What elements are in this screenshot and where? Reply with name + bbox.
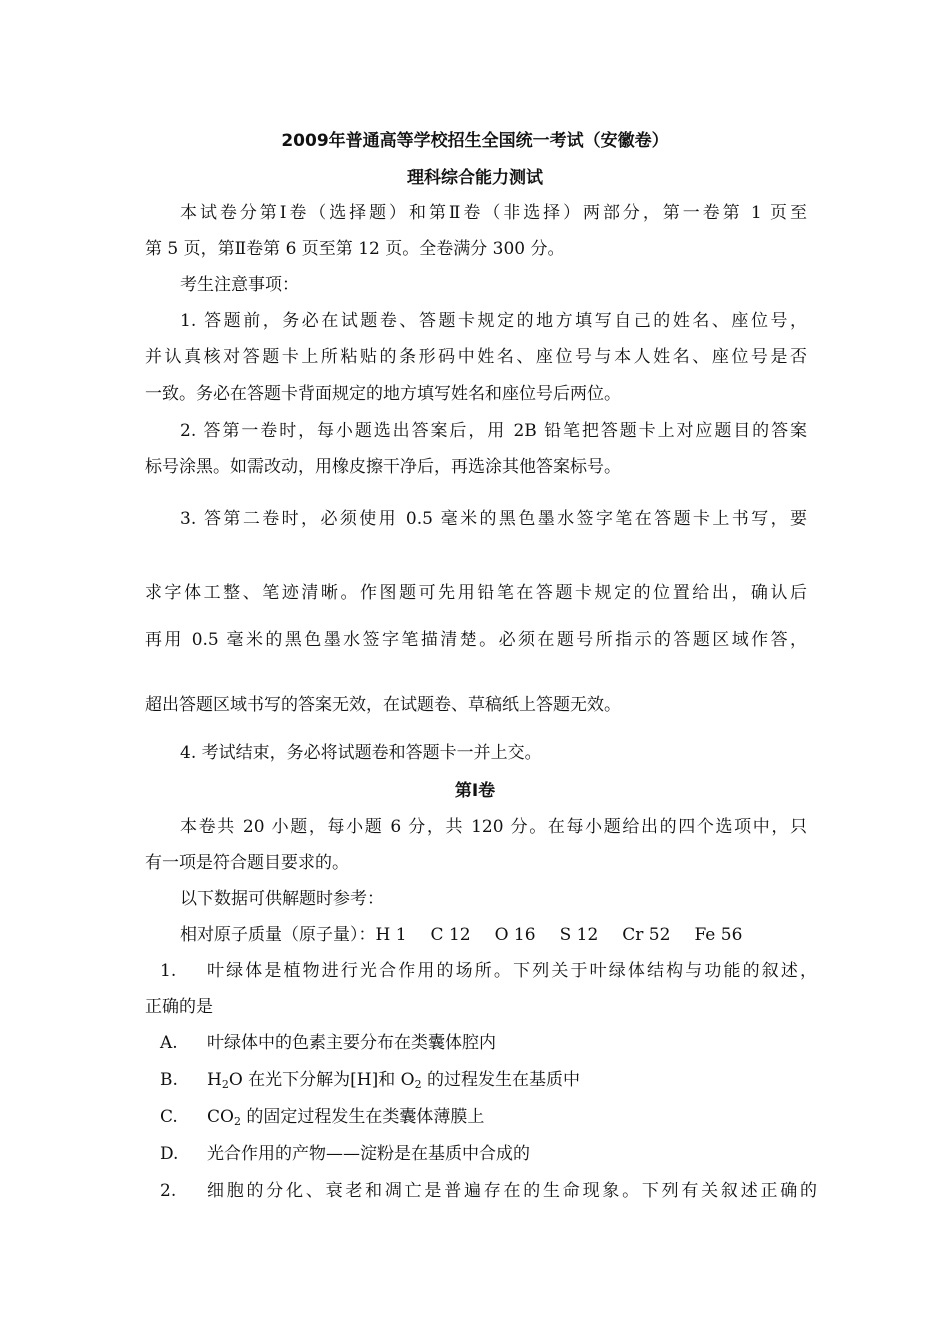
- intro-line-2: 第 5 页，第Ⅱ卷第 6 页至第 12 页。全卷满分 300 分。: [145, 239, 565, 259]
- option-b-subscript: 2: [221, 1078, 229, 1091]
- atomic-mass-item: C 12: [430, 925, 471, 945]
- notice-3-line-1: 3. 答第二卷时，必须使用 0.5 毫米的黑色墨水签字笔在答题卡上书写，要: [180, 509, 807, 529]
- option-d-text: 光合作用的产物——淀粉是在基质中合成的: [207, 1144, 530, 1164]
- question-1-number: 1.: [160, 961, 177, 981]
- atomic-mass-line: [180, 924, 742, 946]
- section-title: 第Ⅰ卷: [454, 781, 496, 801]
- option-a-label: A.: [160, 1033, 178, 1053]
- notice-1-line-1: 1. 答题前，务必在试题卷、答题卡规定的地方填写自己的姓名、座位号，: [180, 311, 807, 331]
- option-b-part: 的过程发生在基质中: [421, 1070, 581, 1090]
- atomic-mass-item: S 12: [559, 925, 599, 945]
- atomic-mass-item: Cr 52: [622, 925, 671, 945]
- notice-heading: 考生注意事项：: [180, 275, 299, 295]
- option-c-part: CO: [207, 1107, 234, 1127]
- notice-4: 4. 考试结束，务必将试题卷和答题卡一并上交。: [180, 743, 542, 763]
- notice-3-line-3: 再用 0.5 毫米的黑色墨水签字笔描清楚。必须在题号所指示的答题区域作答，: [145, 630, 807, 650]
- option-b-label: B.: [160, 1070, 178, 1090]
- notice-3-line-4: 超出答题区域书写的答案无效，在试题卷、草稿纸上答题无效。: [145, 695, 621, 715]
- section-intro-line-2: 有一项是符合题目要求的。: [145, 853, 349, 873]
- atomic-mass-item: O 16: [494, 925, 536, 945]
- exam-title: 2009年普通高等学校招生全国统一考试（安徽卷）: [281, 131, 669, 151]
- notice-2-line-1: 2. 答第一卷时，每小题选出答案后，用 2B 铅笔把答题卡上对应题目的答案: [180, 421, 807, 441]
- option-b-text: [207, 1069, 580, 1091]
- option-c-label: C.: [160, 1107, 178, 1127]
- question-2-stem-line-1: 细胞的分化、衰老和凋亡是普遍存在的生命现象。下列有关叙述正确的: [207, 1181, 817, 1201]
- data-reference: 以下数据可供解题时参考：: [180, 889, 384, 909]
- option-c-subscript: 2: [233, 1115, 241, 1128]
- notice-1-line-2: 并认真核对答题卡上所粘贴的条形码中姓名、座位号与本人姓名、座位号是否: [145, 347, 807, 367]
- option-c-part: 的固定过程发生在类囊体薄膜上: [240, 1107, 485, 1127]
- question-1-stem-line-1: 叶绿体是植物进行光合作用的场所。下列关于叶绿体结构与功能的叙述，: [207, 961, 817, 981]
- atomic-mass-label: 相对原子质量（原子量）：: [180, 925, 376, 945]
- question-2-number: 2.: [160, 1181, 177, 1201]
- intro-line-1: 本试卷分第Ⅰ卷（选择题）和第Ⅱ卷（非选择）两部分，第一卷第 1 页至: [180, 203, 807, 223]
- option-b-subscript: 2: [414, 1078, 422, 1091]
- option-d-label: D.: [160, 1144, 179, 1164]
- notice-3-line-2: 求字体工整、笔迹清晰。作图题可先用铅笔在答题卡规定的位置给出，确认后: [145, 583, 807, 603]
- section-intro-line-1: 本卷共 20 小题，每小题 6 分，共 120 分。在每小题给出的四个选项中，只: [180, 817, 807, 837]
- option-a-text: 叶绿体中的色素主要分布在类囊体腔内: [207, 1033, 496, 1053]
- question-1-stem-line-2: 正确的是: [145, 997, 213, 1017]
- option-b-part: O 在光下分解为[H]和 O: [228, 1070, 415, 1090]
- notice-1-line-3: 一致。务必在答题卡背面规定的地方填写姓名和座位号后两位。: [145, 384, 621, 404]
- option-b-part: H: [207, 1070, 222, 1090]
- atomic-mass-item: Fe 56: [694, 925, 743, 945]
- option-c-text: [207, 1106, 484, 1128]
- exam-subtitle: 理科综合能力测试: [407, 168, 543, 188]
- notice-2-line-2: 标号涂黑。如需改动，用橡皮擦干净后，再选涂其他答案标号。: [145, 457, 621, 477]
- atomic-mass-item: H 1: [375, 925, 407, 945]
